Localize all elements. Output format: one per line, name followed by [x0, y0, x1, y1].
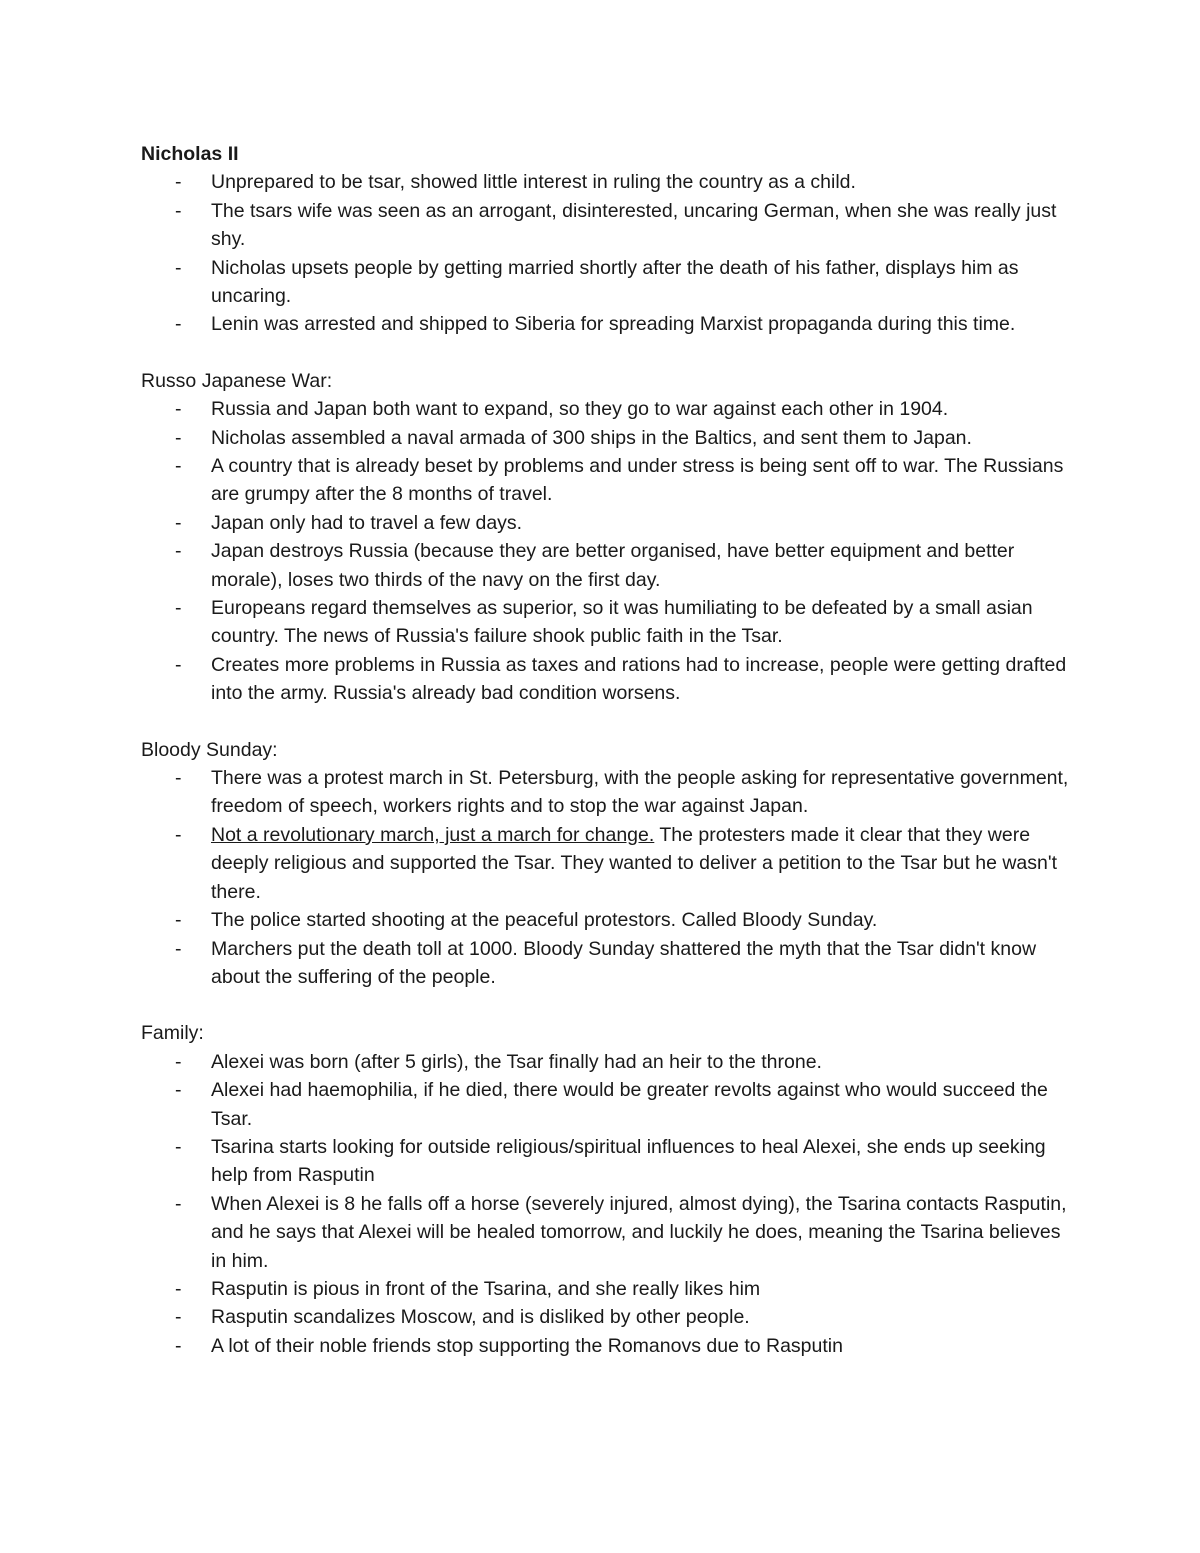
list-item: [141, 168, 1071, 196]
list-item: [141, 424, 1071, 452]
list-item-text: Nicholas assembled a naval armada of 300 ships in the Baltics, and sent them to Japan.: [211, 426, 972, 449]
section: [141, 140, 1071, 339]
dash-bullet-icon: -: [175, 1135, 182, 1158]
dash-bullet-icon: -: [175, 597, 182, 620]
list-item-text: Japan destroys Russia (because they are better organised, have better equipment and better morale), loses two thirds of the navy on the first day.: [211, 540, 1015, 591]
list-item-text: Rasputin scandalizes Moscow, and is disliked by other people.: [211, 1306, 750, 1329]
dash-bullet-icon: -: [175, 455, 182, 478]
document-page: [141, 140, 1071, 1388]
list-item: [141, 594, 1071, 651]
dash-bullet-icon: -: [175, 653, 182, 676]
dash-bullet-icon: -: [175, 1334, 182, 1357]
dash-bullet-icon: -: [175, 540, 182, 563]
list-item: [141, 1303, 1071, 1331]
list-item-text: The police started shooting at the peaceful protestors. Called Bloody Sunday.: [211, 909, 878, 932]
dash-bullet-icon: -: [175, 171, 182, 194]
list-item-text: Lenin was arrested and shipped to Siberia for spreading Marxist propaganda during this time.: [211, 313, 1016, 336]
list-item: [141, 1048, 1071, 1076]
section-heading: Bloody Sunday:: [141, 738, 278, 761]
list-item-text: Unprepared to be tsar, showed little interest in ruling the country as a child.: [211, 171, 856, 194]
list-item-text: Rasputin is pious in front of the Tsarina, and she really likes him: [211, 1277, 761, 1300]
dash-bullet-icon: -: [175, 426, 182, 449]
list-item: [141, 452, 1071, 509]
list-item: [141, 906, 1071, 934]
list-item-text: Europeans regard themselves as superior, so it was humiliating to be defeated by a small asian country. The news of Russia's failure shook public faith in the Tsar.: [211, 597, 1033, 648]
dash-bullet-icon: -: [175, 767, 182, 790]
list-item-text: There was a protest march in St. Petersburg, with the people asking for representative government, freedom of speech, workers rights and to stop the war against Japan.: [211, 767, 1069, 818]
bullet-list: [141, 1048, 1071, 1360]
list-item: [141, 1076, 1071, 1133]
list-item: [141, 310, 1071, 338]
list-item-text: Russia and Japan both want to expand, so they go to war against each other in 1904.: [211, 398, 949, 421]
dash-bullet-icon: -: [175, 313, 182, 336]
bullet-list: [141, 168, 1071, 338]
dash-bullet-icon: -: [175, 1306, 182, 1329]
list-item: [141, 1275, 1071, 1303]
section-heading: Russo Japanese War:: [141, 369, 333, 392]
list-item: [141, 395, 1071, 423]
underlined-text: Not a revolutionary march, just a march for change.: [211, 823, 655, 846]
list-item: [141, 651, 1071, 708]
list-item: [141, 509, 1071, 537]
list-item-text: Japan only had to travel a few days.: [211, 511, 523, 534]
list-item: [141, 764, 1071, 821]
list-item: [141, 197, 1071, 254]
list-item-text: When Alexei is 8 he falls off a horse (severely injured, almost dying), the Tsarina contacts Rasputin, and he says that Alexei will be healed tomorrow, and luckily he does, meaning the Tsarina believes in him.: [211, 1192, 1067, 1272]
section: [141, 1019, 1071, 1360]
list-item-text: A lot of their noble friends stop supporting the Romanovs due to Rasputin: [211, 1334, 843, 1357]
list-item-text: Marchers put the death toll at 1000. Bloody Sunday shattered the myth that the Tsar didn't know about the suffering of the people.: [211, 937, 1037, 988]
list-item-text: Nicholas upsets people by getting married shortly after the death of his father, displays him as uncaring.: [211, 256, 1019, 308]
list-item-text: Alexei was born (after 5 girls), the Tsar finally had an heir to the throne.: [211, 1050, 822, 1073]
list-item: [141, 254, 1071, 311]
section-heading: Nicholas II: [141, 143, 239, 165]
dash-bullet-icon: -: [175, 937, 182, 960]
list-item-text: The protesters made it clear that they were deeply religious and supported the Tsar. They wanted to deliver a petition to the Tsar but he wasn't there.: [211, 823, 1058, 903]
list-item-text: Alexei had haemophilia, if he died, there would be greater revolts against who would succeed the Tsar.: [211, 1079, 1048, 1130]
dash-bullet-icon: -: [175, 823, 182, 846]
list-item-text: Creates more problems in Russia as taxes and rations had to increase, people were getting drafted into the army. Russia's already bad condition worsens.: [211, 653, 1067, 705]
dash-bullet-icon: -: [175, 256, 182, 279]
section: [141, 367, 1071, 708]
list-item: [141, 1133, 1071, 1190]
dash-bullet-icon: -: [175, 199, 182, 222]
list-item: [141, 935, 1071, 992]
list-item-text: A country that is already beset by problems and under stress is being sent off to war. The Russians are grumpy after the 8 months of travel.: [211, 455, 1064, 506]
dash-bullet-icon: -: [175, 1277, 182, 1300]
list-item-text: Tsarina starts looking for outside religious/spiritual influences to heal Alexei, she ends up seeking help from Rasputin: [211, 1135, 1046, 1187]
list-item: [141, 1190, 1071, 1275]
list-item: [141, 1332, 1071, 1360]
dash-bullet-icon: -: [175, 1192, 182, 1215]
list-item: [141, 537, 1071, 594]
bullet-list: [141, 395, 1071, 707]
section-heading: Family:: [141, 1022, 204, 1045]
section: [141, 736, 1071, 992]
dash-bullet-icon: -: [175, 398, 182, 421]
dash-bullet-icon: -: [175, 909, 182, 932]
dash-bullet-icon: -: [175, 1050, 182, 1073]
list-item: [141, 821, 1071, 906]
dash-bullet-icon: -: [175, 511, 182, 534]
dash-bullet-icon: -: [175, 1079, 182, 1102]
list-item-text: The tsars wife was seen as an arrogant, disinterested, uncaring German, when she was really just shy.: [211, 199, 1057, 251]
bullet-list: [141, 764, 1071, 991]
